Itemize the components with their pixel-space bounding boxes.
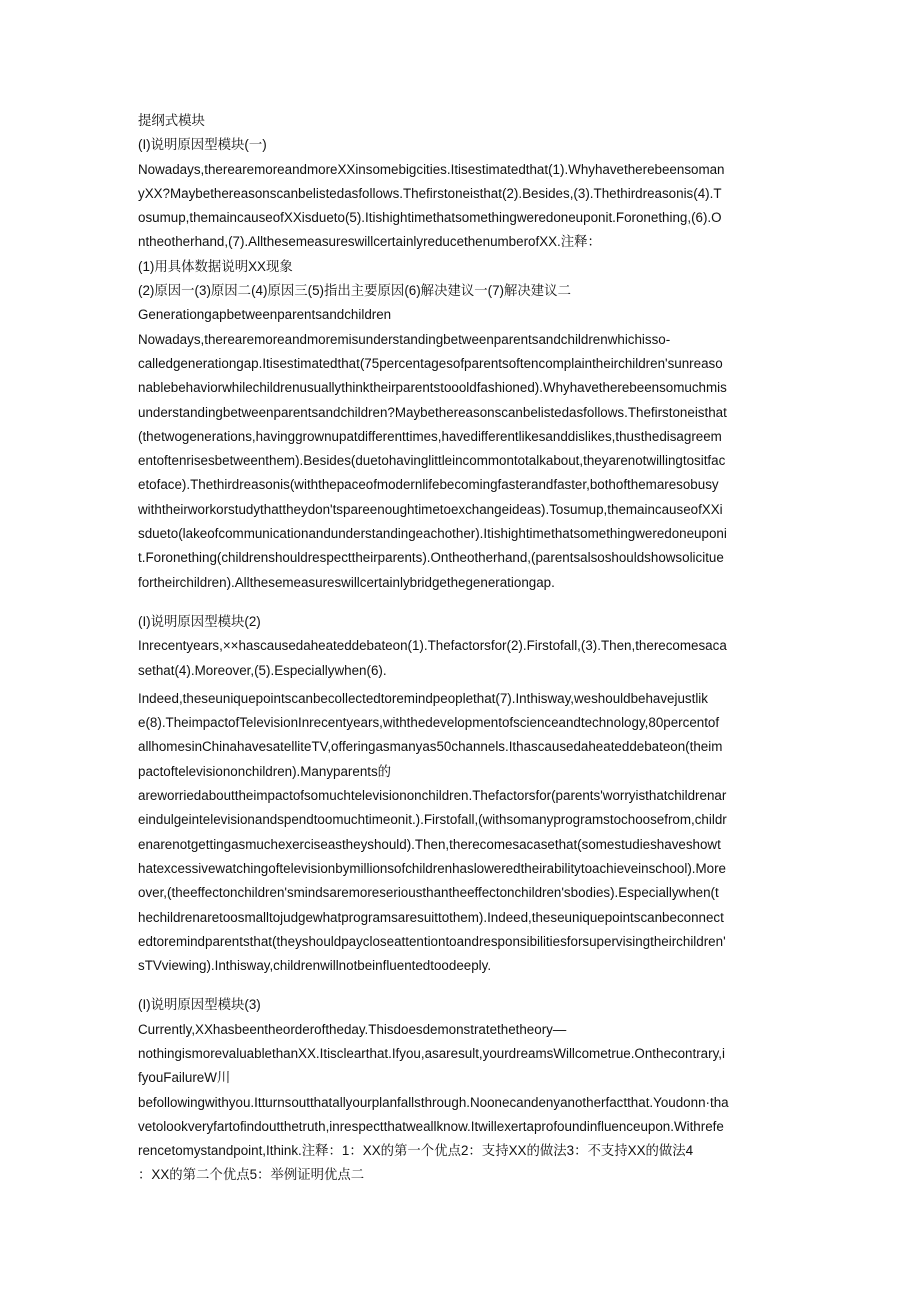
- section-1-example-line: (thetwogenerations,havinggrownupatdifferenttimes,havedifferentlikesanddislikes,thusthedisagreem: [138, 428, 722, 444]
- section-1-example-line: withtheirworkorstudythattheydon'tspareenoughtimetoexchangeideas).Tosumup,themaincauseofXXi: [138, 501, 723, 517]
- section-1-template-line: osumup,themaincauseofXXisdueto(5).Itishightimethatsomethingweredoneuponit.Foronething,(6).O: [138, 210, 722, 226]
- section-2-example-line: enarenotgettingasmuchexerciseastheyshould).Then,therecomesacasethat(somestudieshaveshowt: [138, 836, 721, 852]
- section-1-example-line: Nowadays,therearemoreandmoremisunderstandingbetweenparentsandchildrenwhichisso-: [138, 331, 671, 347]
- section-3-line: befollowingwithyou.Itturnsoutthatallyourplanfallsthrough.Noonecandenyanotherfactthat.Youdonn·tha: [138, 1094, 729, 1110]
- paragraph-spacer: [138, 978, 784, 993]
- paragraph-spacer: [138, 595, 784, 610]
- section-3-line: ：XX的第二个优点5：举例证明优点二: [138, 1167, 365, 1183]
- section-2-example-line: over,(theeffectonchildren'smindsaremoreseriousthantheeffectonchildren'sbodies).Especiallywhen(t: [138, 885, 719, 901]
- section-1-example-line: understandingbetweenparentsandchildren?Maybethereasonscanbelistedasfollows.Thefirstoneisthat: [138, 404, 727, 420]
- section-1-example-title: Generationgapbetweenparentsandchildren: [138, 307, 392, 323]
- section-1-note: (1)用具体数据说明XX现象: [138, 258, 293, 274]
- section-1-template-line: ntheotherhand,(7).AllthesemeasureswillcertainlyreducethenumberofXX.注释：: [138, 234, 601, 250]
- document-body: [138, 109, 784, 1188]
- section-3-line: vetolookveryfartofindoutthetruth,inrespectthatweallknow.Itwillexertaprofoundinfluenceupon.Withrefe: [138, 1118, 724, 1134]
- section-3-line: rencetomystandpoint,Ithink.注释：1：XX的第一个优点2：支持XX的做法3：不支持XX的做法4: [138, 1143, 694, 1159]
- section-1-note: (2)原因一(3)原因二(4)原因三(5)指出主要原因(6)解决建议一(7)解决建议二: [138, 283, 571, 299]
- section-1-heading: (I)说明原因型模块(一): [138, 137, 267, 153]
- section-2-example-line: allhomesinChinahavesatelliteTV,offeringasmanyas50channels.Ithascausedaheateddebateon(theim: [138, 739, 723, 755]
- section-1-example-line: nablebehaviorwhilechildrenusuallythinktheirparentstoooldfashioned).Whyhavetherebeensomuchmis: [138, 380, 727, 396]
- section-3-line: Currently,XXhasbeentheorderoftheday.Thisdoesdemonstratethetheory—: [138, 1021, 567, 1037]
- section-2-template-line: Inrecentyears,××hascausedaheateddebateon(1).Thefactorsfor(2).Firstofall,(3).Then,therecomesaca: [138, 638, 727, 654]
- section-1-example-line: etoface).Thethirdreasonis(withthepaceofmodernlifebecomingfasterandfaster,bothofthemaresobusy: [138, 477, 719, 493]
- section-2-example-line: Indeed,theseuniquepointscanbecollectedtoremindpeoplethat(7).Inthisway,weshouldbehavejustlik: [138, 690, 708, 706]
- section-1-example-line: sdueto(lakeofcommunicationandunderstandingeachother).Itishightimethatsomethingweredoneuponi: [138, 526, 727, 542]
- section-2-example-line: e(8).TheimpactofTelevisionInrecentyears,withthedevelopmentofscienceandtechnology,80percentof: [138, 715, 720, 731]
- section-2-example-line: hatexcessivewatchingoftelevisionbymillionsofchildrenhasloweredtheirabilitytoachieveinschool).More: [138, 860, 727, 876]
- section-1-template-line: Nowadays,therearemoreandmoreXXinsomebigcities.Itisestimatedthat(1).Whyhavetherebeensoman: [138, 161, 725, 177]
- section-2-example-line: edtoremindparentsthat(theyshouldpaycloseattentiontoandresponsibilitiesforsupervisingtheirchildren': [138, 933, 726, 949]
- section-3-line: nothingismorevaluablethanXX.Itisclearthat.Ifyou,asaresult,yourdreamsWillcometrue.Onthecontrary,i: [138, 1045, 725, 1061]
- section-1-example-line: fortheirchildren).Allthesemeasureswillcertainlybridgethegenerationgap.: [138, 574, 555, 590]
- section-1-example-line: entoftenrisesbetweenthem).Besides(duetohavinglittleincommontotalkabout,theyarenotwillingtositfac: [138, 453, 726, 469]
- section-3-heading: (I)说明原因型模块(3): [138, 997, 261, 1013]
- section-1-example-line: calledgenerationgap.Itisestimatedthat(75percentagesofparentsoftencomplaintheirchildren'sunreaso: [138, 355, 723, 371]
- section-2-example-line: sTVviewing).Inthisway,childrenwillnotbeinfluentedtoodeeply.: [138, 958, 492, 974]
- section-1-example-line: t.Foronething(childrenshouldrespecttheirparents).Ontheotherhand,(parentsalsoshouldshowsolicitue: [138, 550, 724, 566]
- section-2-example-line: hechildrenaretoosmalltojudgewhatprogramsaresuittothem).Indeed,theseuniquepointscanbeconnect: [138, 909, 724, 925]
- section-3-line: fyouFailureW川: [138, 1070, 231, 1086]
- document-title: 提纲式模块: [138, 113, 205, 128]
- section-2-example-line: areworriedabouttheimpactofsomuchtelevisiononchildren.Thefactorsfor(parents'worryisthatchildrenar: [138, 788, 727, 804]
- section-2-heading: (I)说明原因型模块(2): [138, 613, 261, 629]
- section-2-template-line: sethat(4).Moreover,(5).Especiallywhen(6).: [138, 662, 387, 678]
- section-2-example-line: pactoftelevisiononchildren).Manyparents的: [138, 763, 392, 779]
- section-2-example-line: eindulgeintelevisionandspendtoomuchtimeonit.).Firstofall,(withsomanyprogramstochoosefrom,childr: [138, 812, 727, 828]
- section-1-template-line: yXX?Maybethereasonscanbelistedasfollows.Thefirstoneisthat(2).Besides,(3).Thethirdreasonis(4).T: [138, 185, 722, 201]
